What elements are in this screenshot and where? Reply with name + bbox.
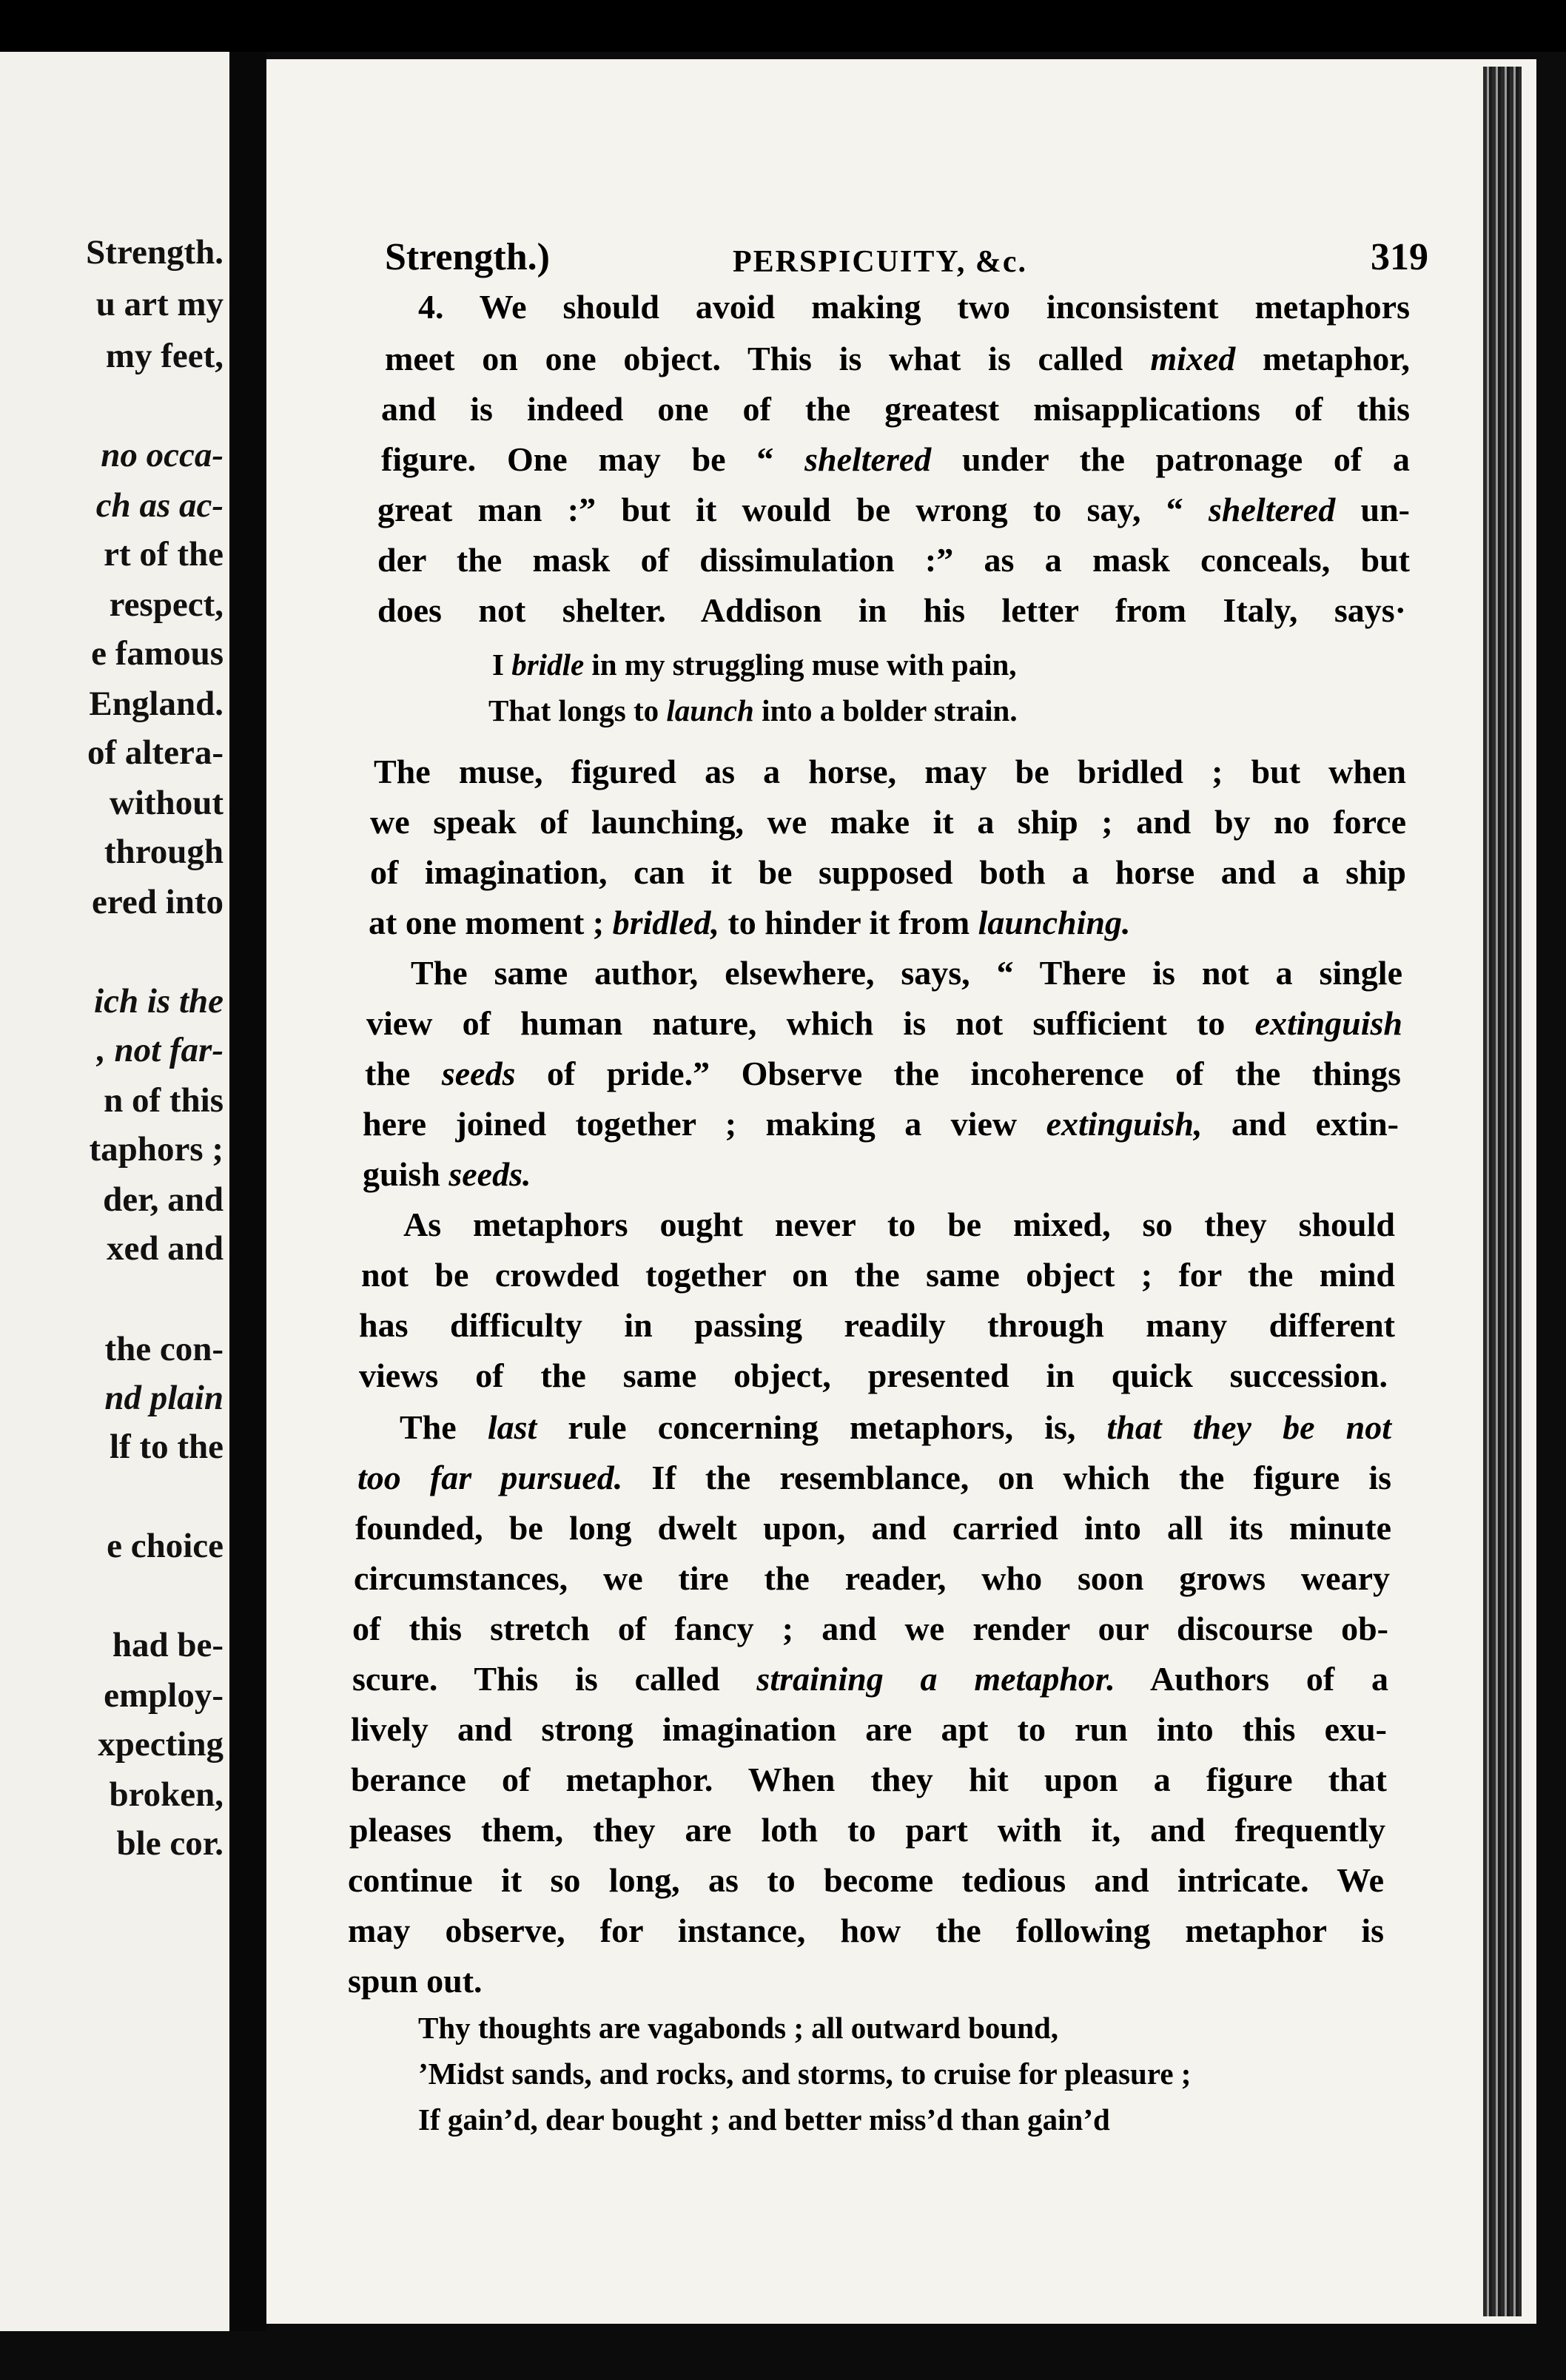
text-line: The last rule concerning metaphors, is, that they be not — [400, 1408, 1392, 1446]
left-page-line: der, and — [103, 1180, 224, 1219]
text-line: too far pursued. If the resemblance, on which the figure is — [357, 1459, 1391, 1496]
left-page-fragment — [0, 52, 229, 2331]
text-line: berance of metaphor. When they hit upon a figure that — [351, 1761, 1387, 1798]
text-line: 4. We should avoid making two inconsistent metaphors — [418, 288, 1410, 326]
verse-line: I bridle in my struggling muse with pain, — [492, 648, 1017, 682]
text-line: founded, be long dwelt upon, and carried into all its minute — [355, 1509, 1391, 1547]
running-header — [385, 235, 1428, 280]
left-page-line: u art my — [95, 285, 224, 323]
text-line: the seeds of pride.” Observe the incoherence of the things — [365, 1055, 1402, 1092]
page-number: 319 — [1371, 236, 1428, 278]
text-line: guish seeds. — [363, 1155, 531, 1193]
text-line: circumstances, we tire the reader, who soon grows weary — [354, 1559, 1390, 1597]
left-page-line: e famous — [91, 634, 224, 673]
text-line: not be crowded together on the same object ; for the mind — [361, 1256, 1395, 1294]
left-page-line: through — [104, 833, 224, 871]
text-line: of imagination, can it be supposed both a horse and a ship — [370, 853, 1406, 891]
left-page-line: respect, — [109, 585, 224, 624]
left-page-line: n of this — [104, 1081, 224, 1120]
text-line: As metaphors ought never to be mixed, so they should — [403, 1206, 1395, 1243]
top-shadow — [0, 0, 1566, 52]
text-line: view of human nature, which is not sufficient to extinguish — [366, 1004, 1402, 1042]
verse-line: ’Midst sands, and rocks, and storms, to cruise for pleasure ; — [418, 2057, 1192, 2091]
text-line: meet on one object. This is what is called mixed metaphor, — [385, 340, 1411, 377]
verse-line: Thy thoughts are vagabonds ; all outward bound, — [418, 2011, 1059, 2045]
text-line: we speak of launching, we make it a ship ; and by no force — [370, 803, 1406, 841]
text-line: here joined together ; making a view extinguish, and extin- — [363, 1105, 1399, 1143]
left-page-line: , not far- — [96, 1031, 224, 1069]
book-gutter — [229, 52, 266, 2331]
text-line: views of the same object, presented in quick succession. — [359, 1357, 1388, 1394]
text-line: does not shelter. Addison in his letter from Italy, says· — [377, 591, 1406, 629]
left-page-line: xed and — [106, 1229, 224, 1268]
text-line: and is indeed one of the greatest misapplications of this — [381, 390, 1410, 428]
verse-line: If gain’d, dear bought ; and better miss’d than gain’d — [418, 2102, 1110, 2137]
left-page-line: ich is the — [94, 982, 224, 1021]
left-page-line: ered into — [92, 883, 224, 921]
text-line: has difficulty in passing readily through many different — [359, 1306, 1395, 1344]
text-line: lively and strong imagination are apt to run into this exu- — [351, 1710, 1387, 1748]
verse-line: That longs to launch into a bolder strain. — [488, 693, 1018, 727]
text-line: spun out. — [348, 1962, 483, 2000]
left-page-line: ch as ac- — [95, 486, 224, 525]
left-page-line: of altera- — [87, 733, 224, 772]
page-edges — [1483, 67, 1522, 2316]
left-page-line: without — [109, 784, 224, 822]
left-page-line: xpecting — [98, 1725, 224, 1764]
text-line: scure. This is called straining a metaphor. Authors of a — [352, 1660, 1389, 1698]
left-page-line: employ- — [104, 1676, 224, 1715]
text-line: of this stretch of fancy ; and we render our discourse ob- — [352, 1610, 1388, 1647]
left-page-line: Strength. — [86, 233, 224, 272]
left-page-line: my feet, — [105, 337, 224, 375]
left-page-line: e choice — [107, 1527, 224, 1565]
left-page-line: no occa- — [101, 436, 224, 474]
text-line: der the mask of dissimulation :” as a mask conceals, but — [377, 541, 1410, 579]
left-page-line: England. — [89, 685, 224, 723]
text-line: continue it so long, as to become tedious and intricate. We — [348, 1861, 1384, 1899]
text-line: great man :” but it would be wrong to say, “ sheltered un- — [377, 491, 1410, 528]
header-section-label: Strength.) — [385, 236, 550, 278]
left-page-line: the con- — [104, 1330, 224, 1368]
left-page-line: taphors ; — [89, 1130, 224, 1169]
left-page-line: nd plain — [104, 1379, 224, 1417]
text-line: The muse, figured as a horse, may be bridled ; but when — [374, 753, 1406, 790]
header-title: PERSPICUITY, &c. — [733, 245, 1027, 279]
text-line: The same author, elsewhere, says, “ There is not a single — [411, 954, 1402, 992]
left-page-line: ble cor. — [116, 1824, 224, 1863]
text-line: at one moment ; bridled, to hinder it from launching. — [369, 904, 1131, 941]
text-line: may observe, for instance, how the following metaphor is — [348, 1912, 1384, 1949]
left-page-line: lf to the — [109, 1428, 224, 1466]
left-page-line: had be- — [112, 1626, 224, 1664]
left-page-line: broken, — [109, 1775, 224, 1814]
left-page-line: rt of the — [104, 535, 224, 574]
text-line: pleases them, they are loth to part with it, and frequently — [349, 1811, 1385, 1849]
text-line: figure. One may be “ sheltered under the patronage of a — [381, 440, 1410, 478]
